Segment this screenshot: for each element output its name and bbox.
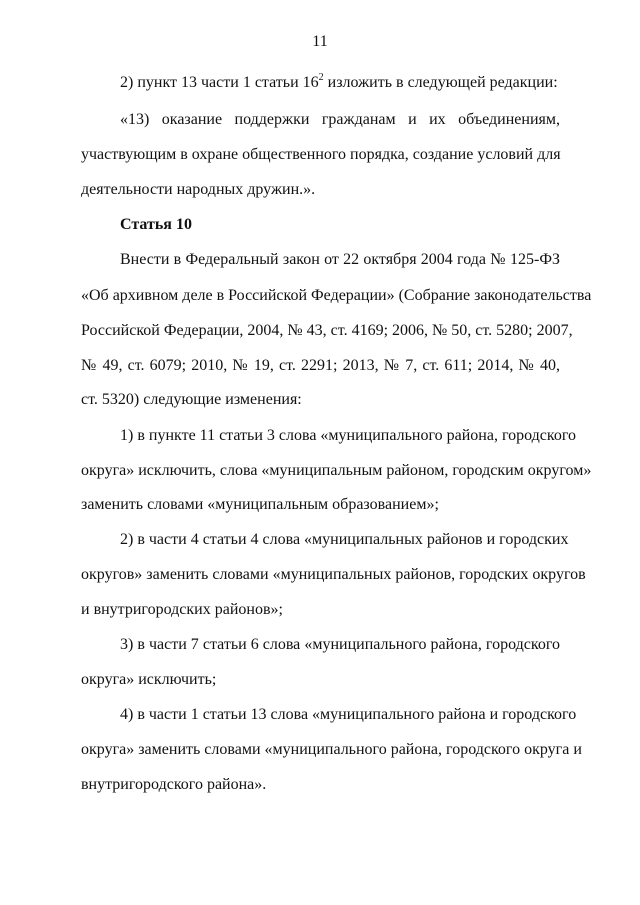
- list-item-line: 1) в пункте 11 статьи 3 слова «муниципального района, городского: [120, 427, 577, 444]
- list-item-line: и внутригородских районов»;: [81, 601, 283, 618]
- list-item-line: 2) в части 4 статьи 4 слова «муниципальных районов и городских: [120, 531, 569, 548]
- quoted-text-line: участвующим в охране общественного порядка, создание условий для: [81, 146, 561, 163]
- body-text-line: Российской Федерации, 2004, № 43, ст. 4169; 2006, № 50, ст. 5280; 2007,: [81, 322, 573, 339]
- list-item-line: округа» исключить;: [81, 671, 217, 688]
- superscript: 2: [318, 71, 324, 83]
- paragraph-amendment-2: [120, 73, 558, 93]
- list-item-line: округа» заменить словами «муниципального района, городского округа и: [81, 741, 582, 758]
- amendment-text: 2) пункт 13 части 1 статьи 16: [120, 74, 319, 91]
- quoted-text-line: деятельности народных дружин.».: [81, 181, 316, 198]
- list-item-line: 4) в части 1 статьи 13 слова «муниципального района и городского: [120, 706, 577, 723]
- article-heading: Статья 10: [120, 216, 192, 233]
- body-text-line: № 49, ст. 6079; 2010, № 19, ст. 2291; 2013, № 7, ст. 611; 2014, № 40,: [81, 357, 560, 374]
- body-text-line: «Об архивном деле в Российской Федерации» (Собрание законодательства: [81, 287, 592, 304]
- page-number: 11: [312, 33, 328, 50]
- body-text-line: Внести в Федеральный закон от 22 октября 2004 года № 125-ФЗ: [120, 251, 560, 268]
- list-item-line: 3) в части 7 статьи 6 слова «муниципального района, городского: [120, 636, 560, 653]
- amendment-text-end: изложить в следующей редакции:: [323, 74, 558, 91]
- list-item-line: округа» исключить, слова «муниципальным районом, городским округом»: [81, 462, 592, 479]
- list-item-line: заменить словами «муниципальным образованием»;: [81, 496, 439, 513]
- list-item-line: внутригородского района».: [81, 776, 267, 793]
- quoted-text-line: «13) оказание поддержки гражданам и их объединениям,: [120, 111, 560, 128]
- body-text-line: ст. 5320) следующие изменения:: [81, 391, 302, 408]
- list-item-line: округов» заменить словами «муниципальных районов, городских округов: [81, 566, 586, 583]
